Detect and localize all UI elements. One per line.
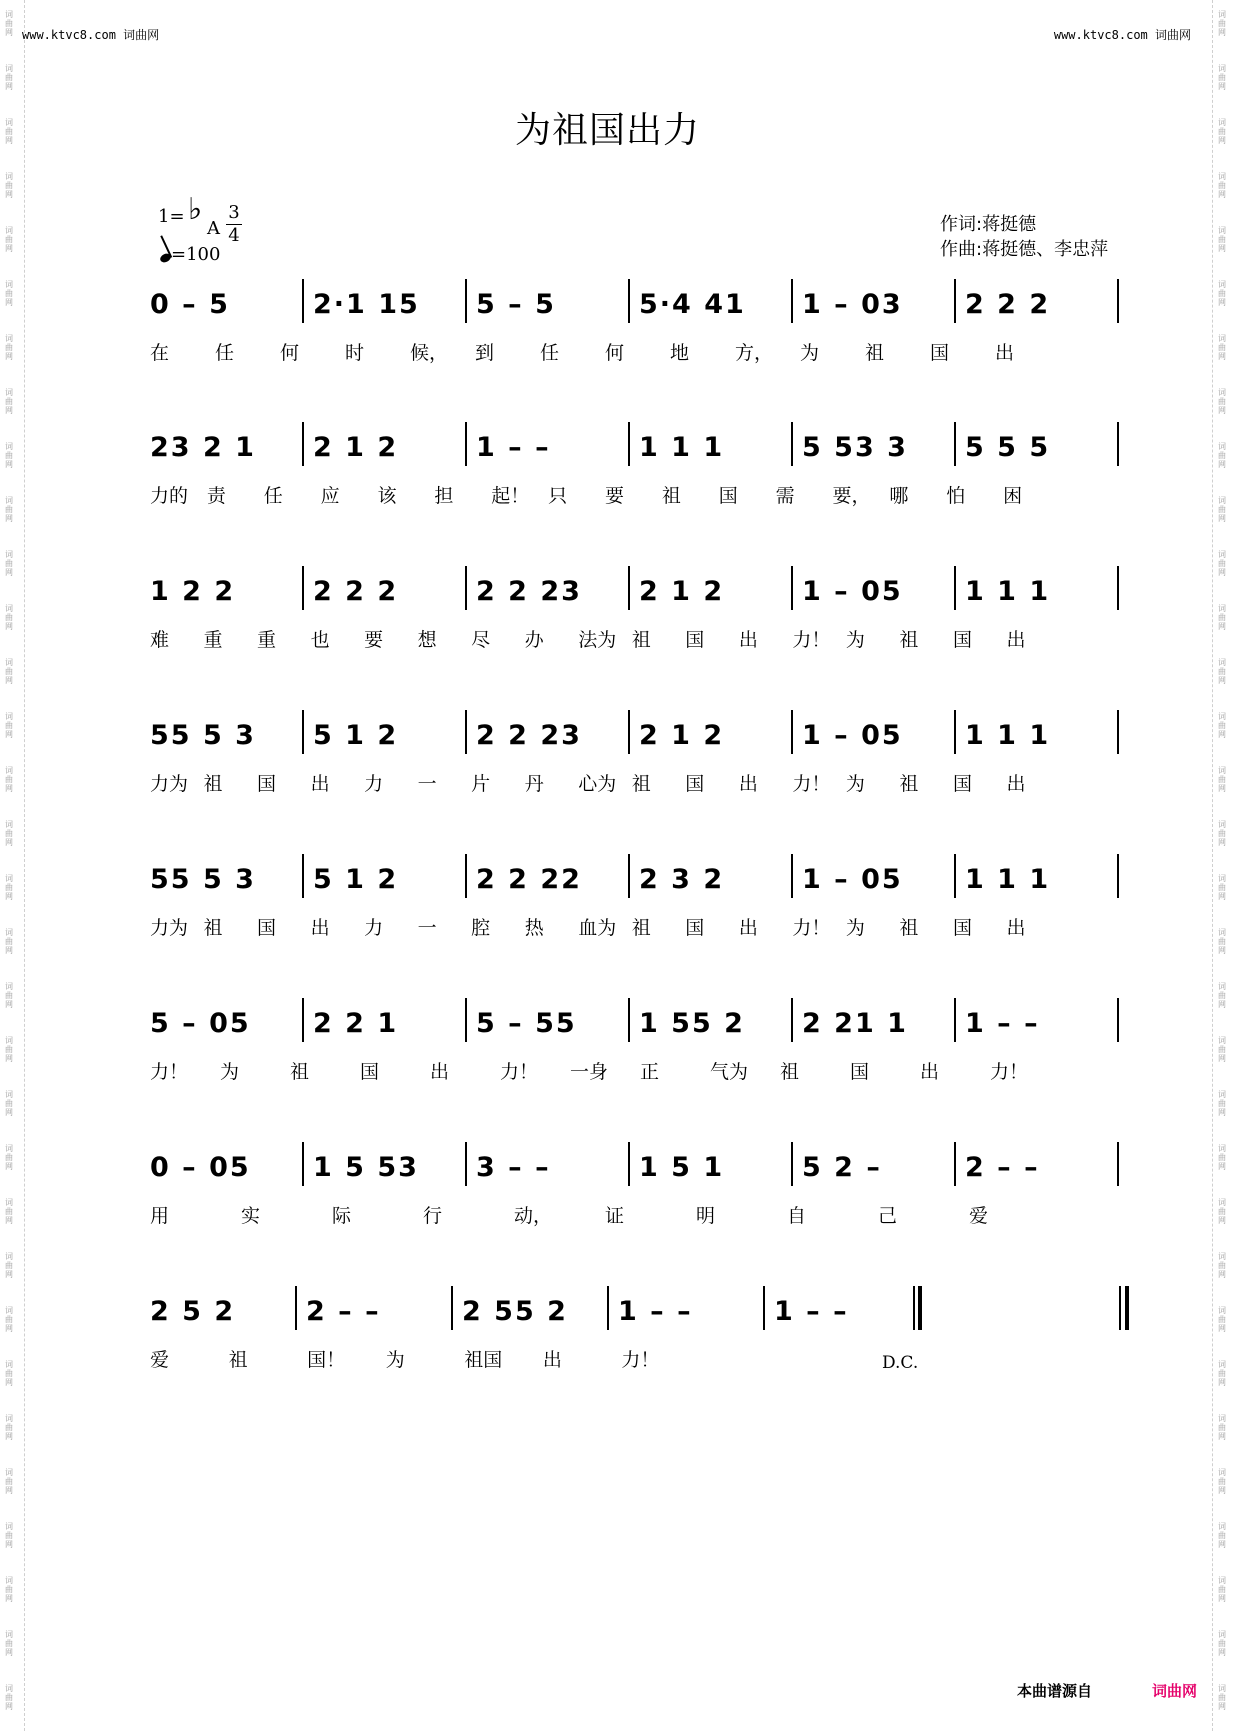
side-watermark-text: 词 曲 网	[1218, 496, 1226, 523]
lyric-syllable: 任	[263, 485, 283, 507]
lyric-syllable: 困	[1003, 485, 1023, 507]
side-watermark-text: 词 曲 网	[5, 334, 13, 361]
lyric-syllable: 爱	[150, 1349, 170, 1371]
lyric-syllable: 正	[640, 1061, 660, 1083]
side-watermark-text: 词 曲 网	[5, 1414, 13, 1441]
measure-notes: 1 5 53	[313, 1152, 419, 1183]
side-watermark-text: 词 曲 网	[5, 766, 13, 793]
measure-notes: 1 5 1	[639, 1152, 725, 1183]
lyric-syllable: 力！	[792, 773, 831, 795]
lyric-syllable: 担	[434, 485, 454, 507]
measure-notes: 1 – –	[774, 1296, 849, 1327]
lyric-syllable: 何	[280, 342, 300, 364]
footer-brand: 词曲网	[1151, 1682, 1197, 1700]
lyric-syllable: 该	[377, 485, 397, 507]
watermark-right: www.ktvc8.com 词曲网	[1053, 28, 1191, 42]
key-prefix: 1=	[158, 206, 185, 227]
lyric-syllable: 国	[952, 917, 972, 939]
lyric-syllable: 祖	[780, 1061, 800, 1083]
side-watermark-text: 词 曲 网	[5, 1144, 13, 1171]
measure-notes: 1 1 1	[965, 864, 1051, 895]
lyric-syllable: 尽	[471, 629, 491, 651]
side-watermark-text: 词 曲 网	[1218, 874, 1226, 901]
lyric-syllable: 出	[1006, 917, 1026, 939]
measure-notes: 55 5 3	[150, 864, 256, 895]
measure-notes: 2 2 2	[965, 289, 1051, 320]
lyric-syllable: 为	[220, 1061, 240, 1083]
lyric-syllable: 一	[417, 773, 437, 795]
side-watermark-text: 词 曲 网	[1218, 442, 1226, 469]
measure-notes: 5 – 5	[476, 289, 556, 320]
lyric-syllable: 出	[310, 917, 330, 939]
lyric-syllable: 在	[150, 342, 170, 364]
side-watermark-text: 词 曲 网	[1218, 1684, 1226, 1711]
lyric-syllable: 祖	[661, 485, 681, 507]
lyric-syllable: 难	[150, 629, 170, 651]
lyric-syllable: 要	[364, 629, 384, 651]
side-watermark-text: 词 曲 网	[1218, 1360, 1226, 1387]
side-watermark-text: 词 曲 网	[5, 10, 13, 37]
side-watermark-text: 词 曲 网	[5, 1090, 13, 1117]
lyric-syllable: 祖	[899, 773, 919, 795]
lyric-syllable: 哪	[889, 485, 909, 507]
side-watermark-text: 词 曲 网	[1218, 118, 1226, 145]
watermark-left: www.ktvc8.com 词曲网	[22, 28, 160, 42]
side-watermark-text: 词 曲 网	[5, 928, 13, 955]
lyric-syllable: 重	[257, 629, 277, 651]
side-watermark-text: 词 曲 网	[5, 1576, 13, 1603]
measure-notes: 2 2 2	[313, 576, 399, 607]
measure-notes: 55 5 3	[150, 720, 256, 751]
lyric-syllable: 出	[738, 773, 758, 795]
side-watermark-text: 词 曲 网	[1218, 1252, 1226, 1279]
lyric-syllable: 实	[241, 1205, 261, 1227]
lyric-syllable: 要，	[832, 485, 871, 507]
lyric-syllable: 热	[524, 917, 544, 939]
measure-notes: 2 – –	[306, 1296, 381, 1327]
lyric-syllable: 祖	[631, 917, 651, 939]
measure-notes: 1 55 2	[639, 1008, 745, 1039]
lyric-syllable: 爱	[969, 1205, 989, 1227]
lyric-syllable: 候，	[410, 342, 449, 364]
measure-notes: 1 – –	[618, 1296, 693, 1327]
side-watermark-text: 词 曲 网	[1218, 280, 1226, 307]
measure-notes: 5 5 5	[965, 432, 1051, 463]
measure-notes: 2 2 1	[313, 1008, 399, 1039]
side-watermark-text: 词 曲 网	[5, 550, 13, 577]
lyric-syllable: 一	[417, 917, 437, 939]
lyric-syllable: 力的	[150, 485, 189, 507]
lyric-syllable: 国	[930, 342, 950, 364]
side-watermark-text: 词 曲 网	[1218, 1630, 1226, 1657]
measure-notes: 2 1 2	[313, 432, 399, 463]
lyric-syllable: 国	[685, 629, 705, 651]
measure-notes: 5 – 05	[150, 1008, 251, 1039]
side-watermark-text: 词 曲 网	[1218, 388, 1226, 415]
side-watermark-text: 词 曲 网	[5, 1198, 13, 1225]
measure-notes: 5 2 –	[802, 1152, 882, 1183]
tempo-value: =100	[171, 244, 221, 265]
measure-notes: 1 – 05	[802, 720, 903, 751]
lyric-syllable: 责	[206, 485, 226, 507]
side-watermark-text: 词 曲 网	[5, 604, 13, 631]
measure-notes: 5 53 3	[802, 432, 908, 463]
measure-notes: 1 – 03	[802, 289, 903, 320]
lyric-syllable: 腔	[471, 917, 491, 939]
side-watermark-text: 词 曲 网	[5, 442, 13, 469]
lyric-syllable: 国	[257, 917, 277, 939]
measure-notes: 2 2 23	[476, 720, 582, 751]
lyric-syllable: 国	[952, 773, 972, 795]
lyric-syllable: 力为	[150, 917, 189, 939]
lyric-syllable: 自	[787, 1205, 807, 1227]
side-watermark-text: 词 曲 网	[1218, 550, 1226, 577]
lyric-syllable: 国	[952, 629, 972, 651]
side-watermark-text: 词 曲 网	[5, 1036, 13, 1063]
lyric-syllable: 出	[542, 1349, 562, 1371]
lyric-syllable: 气为	[710, 1061, 749, 1083]
side-watermark-text: 词 曲 网	[5, 496, 13, 523]
side-watermark-text: 词 曲 网	[1218, 1414, 1226, 1441]
side-watermark-text: 词 曲 网	[1218, 1306, 1226, 1333]
side-watermark-text: 词 曲 网	[1218, 1144, 1226, 1171]
side-watermark-text: 词 曲 网	[1218, 1090, 1226, 1117]
lyric-syllable: 己	[878, 1205, 898, 1227]
side-watermark-text: 词 曲 网	[5, 1306, 13, 1333]
lyric-syllable: 出	[738, 629, 758, 651]
measure-notes: 5 – 55	[476, 1008, 577, 1039]
side-watermark-text: 词 曲 网	[5, 658, 13, 685]
lyric-syllable: 时	[345, 342, 365, 364]
measure-notes: 2 1 2	[639, 720, 725, 751]
lyric-syllable: 出	[1006, 773, 1026, 795]
page-title: 为祖国出力	[514, 110, 700, 151]
lyric-syllable: 起！	[491, 485, 530, 507]
lyric-syllable: 片	[471, 773, 491, 795]
lyric-syllable: 力	[364, 917, 384, 939]
lyric-syllable: 明	[696, 1205, 716, 1227]
side-watermark-text: 词 曲 网	[5, 1468, 13, 1495]
side-watermark-text: 词 曲 网	[5, 388, 13, 415]
lyric-syllable: 只	[548, 485, 568, 507]
lyric-syllable: 祖	[290, 1061, 310, 1083]
lyric-syllable: 证	[605, 1205, 625, 1227]
lyric-syllable: 方，	[735, 342, 774, 364]
lyric-syllable: 祖国	[464, 1349, 503, 1371]
measure-notes: 1 1 1	[965, 720, 1051, 751]
side-watermark-text: 词 曲 网	[1218, 820, 1226, 847]
measure-notes: 3 – –	[476, 1152, 551, 1183]
lyric-syllable: 到	[475, 342, 495, 364]
lyric-syllable: 要	[605, 485, 625, 507]
lyric-syllable: 为	[845, 773, 865, 795]
lyric-syllable: 行	[423, 1205, 443, 1227]
lyric-syllable: 力	[364, 773, 384, 795]
side-watermark-text: 词 曲 网	[1218, 1468, 1226, 1495]
side-watermark-text: 词 曲 网	[5, 226, 13, 253]
side-watermark-text: 词 曲 网	[5, 982, 13, 1009]
measure-notes: 1 – –	[476, 432, 551, 463]
lyric-syllable: 何	[605, 342, 625, 364]
lyric-syllable: 任	[215, 342, 235, 364]
lyric-syllable: 祖	[899, 629, 919, 651]
side-watermark-text: 词 曲 网	[1218, 64, 1226, 91]
measure-notes: 1 1 1	[639, 432, 725, 463]
lyric-syllable: 怕	[946, 485, 966, 507]
side-watermark-text: 词 曲 网	[5, 118, 13, 145]
side-watermark-text: 词 曲 网	[5, 820, 13, 847]
measure-notes: 5 1 2	[313, 864, 399, 895]
side-watermark-text: 词 曲 网	[5, 1252, 13, 1279]
lyric-syllable: 应	[320, 485, 340, 507]
lyric-syllable: 动，	[514, 1205, 553, 1227]
lyric-syllable: 一身	[570, 1061, 609, 1083]
side-watermark-text: 词 曲 网	[1218, 334, 1226, 361]
lyric-syllable: 想	[417, 629, 437, 651]
lyric-syllable: 为	[845, 917, 865, 939]
lyric-syllable: 力！	[621, 1349, 660, 1371]
side-watermark-text: 词 曲 网	[1218, 604, 1226, 631]
lyric-syllable: 国	[257, 773, 277, 795]
lyric-syllable: 为	[385, 1349, 405, 1371]
composer-credit: 作曲:蒋挺德、李忠萍	[940, 239, 1109, 260]
lyric-syllable: 出	[430, 1061, 450, 1083]
side-watermark-text: 词 曲 网	[1218, 1198, 1226, 1225]
measure-notes: 5·4 41	[639, 289, 746, 320]
lyric-syllable: 任	[540, 342, 560, 364]
lyric-syllable: 际	[332, 1205, 352, 1227]
time-numerator: 3	[226, 202, 242, 225]
measure-notes: 2 21 1	[802, 1008, 908, 1039]
lyric-syllable: 祖	[228, 1349, 248, 1371]
side-watermark-text: 词 曲 网	[1218, 712, 1226, 739]
lyric-syllable: 力！	[792, 917, 831, 939]
lyric-syllable: 国	[850, 1061, 870, 1083]
lyric-syllable: 祖	[865, 342, 885, 364]
lyric-syllable: 出	[995, 342, 1015, 364]
side-watermark-text: 词 曲 网	[1218, 226, 1226, 253]
footer-source: 本曲谱源自	[1016, 1682, 1092, 1700]
side-watermark-text: 词 曲 网	[1218, 172, 1226, 199]
side-watermark-text: 词 曲 网	[5, 280, 13, 307]
measure-notes: 2 2 22	[476, 864, 582, 895]
lyric-syllable: 力！	[500, 1061, 539, 1083]
lyric-syllable: 法为	[578, 629, 617, 651]
lyric-syllable: 出	[738, 917, 758, 939]
side-watermark-text: 词 曲 网	[5, 1630, 13, 1657]
side-watermark-text: 词 曲 网	[1218, 1036, 1226, 1063]
lyric-syllable: 国	[718, 485, 738, 507]
lyric-syllable: 丹	[524, 773, 544, 795]
lyric-syllable: 国	[685, 917, 705, 939]
side-watermark-text: 词 曲 网	[1218, 1576, 1226, 1603]
measure-notes: 23 2 1	[150, 432, 256, 463]
side-watermark-text: 词 曲 网	[1218, 1522, 1226, 1549]
side-watermark-text: 词 曲 网	[5, 1360, 13, 1387]
measure-notes: 0 – 05	[150, 1152, 251, 1183]
lyric-syllable: 为	[800, 342, 820, 364]
time-denominator: 4	[228, 225, 240, 246]
measure-notes: 2 1 2	[639, 576, 725, 607]
lyric-syllable: 出	[920, 1061, 940, 1083]
measure-notes: 1 2 2	[150, 576, 236, 607]
side-watermark-text: 词 曲 网	[5, 712, 13, 739]
lyric-syllable: 力！	[990, 1061, 1029, 1083]
measure-notes: 2 2 23	[476, 576, 582, 607]
lyric-syllable: 需	[775, 485, 795, 507]
side-watermark-text: 词 曲 网	[5, 172, 13, 199]
side-watermark-text: 词 曲 网	[5, 64, 13, 91]
measure-notes: 1 – –	[965, 1008, 1040, 1039]
lyric-syllable: 也	[310, 629, 330, 651]
measure-notes: 2 5 2	[150, 1296, 236, 1327]
measure-notes: 1 1 1	[965, 576, 1051, 607]
side-watermark-text: 词 曲 网	[1218, 10, 1226, 37]
lyric-syllable: 祖	[631, 773, 651, 795]
lyric-syllable: 力！	[792, 629, 831, 651]
lyric-syllable: 重	[203, 629, 223, 651]
measure-notes: 1 – 05	[802, 576, 903, 607]
lyric-syllable: 为	[845, 629, 865, 651]
lyric-syllable: 国	[360, 1061, 380, 1083]
lyric-syllable: 力！	[150, 1061, 189, 1083]
lyric-syllable: 出	[310, 773, 330, 795]
lyric-syllable: 出	[1006, 629, 1026, 651]
side-watermark-text: 词 曲 网	[5, 1522, 13, 1549]
measure-notes: 2·1 15	[313, 289, 420, 320]
lyricist-credit: 作词:蒋挺德	[940, 214, 1037, 235]
lyric-syllable: 祖	[899, 917, 919, 939]
dc-mark: D.C.	[882, 1353, 919, 1373]
flat-sign: ♭	[188, 192, 203, 227]
lyric-syllable: 办	[524, 629, 544, 651]
measure-notes: 0 – 5	[150, 289, 230, 320]
lyric-syllable: 国	[685, 773, 705, 795]
lyric-syllable: 国！	[307, 1349, 346, 1371]
side-watermark-text: 词 曲 网	[1218, 928, 1226, 955]
lyric-syllable: 用	[150, 1205, 170, 1227]
measure-notes: 2 55 2	[462, 1296, 568, 1327]
lyric-syllable: 祖	[203, 773, 223, 795]
lyric-syllable: 地	[670, 342, 690, 364]
side-watermark-text: 词 曲 网	[1218, 658, 1226, 685]
measure-notes: 5 1 2	[313, 720, 399, 751]
lyric-syllable: 祖	[631, 629, 651, 651]
lyric-syllable: 力为	[150, 773, 189, 795]
measure-notes: 2 3 2	[639, 864, 725, 895]
measure-notes: 1 – 05	[802, 864, 903, 895]
lyric-syllable: 血为	[578, 917, 617, 939]
lyric-syllable: 祖	[203, 917, 223, 939]
key-letter: A	[207, 218, 220, 239]
side-watermark-text: 词 曲 网	[1218, 982, 1226, 1009]
side-watermark-text: 词 曲 网	[5, 874, 13, 901]
measure-notes: 2 – –	[965, 1152, 1040, 1183]
side-watermark-text: 词 曲 网	[5, 1684, 13, 1711]
lyric-syllable: 心为	[578, 773, 617, 795]
side-watermark-text: 词 曲 网	[1218, 766, 1226, 793]
